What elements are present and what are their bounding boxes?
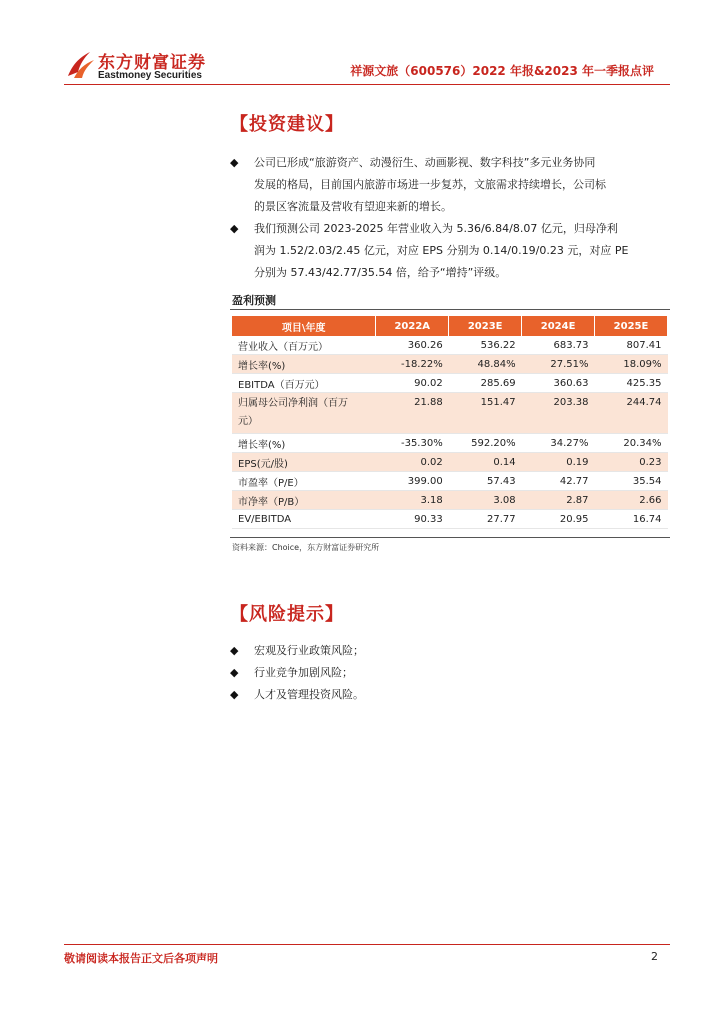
table-row xyxy=(232,374,668,393)
risk-bullet-text: 人才及管理投资风险。 xyxy=(254,688,364,701)
table-cell: 48.84% xyxy=(449,355,522,374)
table-cell: 90.33 xyxy=(376,510,449,529)
report-title: 祥源文旅（600576）2022 年报&2023 年一季报点评 xyxy=(350,64,654,78)
invest-bullet-2 xyxy=(230,218,670,284)
table-cell: 683.73 xyxy=(522,336,595,355)
table-header-cell: 2023E xyxy=(449,316,522,336)
risk-bullet-text: 宏观及行业政策风险； xyxy=(254,644,364,657)
invest-bullet-text: 公司已形成“旅游资产、动漫衍生、动画影视、数字科技”多元业务协同 发展的格局，目前国内旅游市场进一步复苏，文旅需求持续增长，公司标 的景区客流量及营收有望迎来新的增长。 xyxy=(254,156,606,213)
row-label: EBITDA（百万元） xyxy=(232,374,376,393)
table-cell: 244.74 xyxy=(595,393,668,434)
header-divider xyxy=(64,84,670,85)
risk-heading: 【风险提示】 xyxy=(230,604,344,625)
diamond-bullet-icon: ◆ xyxy=(230,644,239,657)
row-label: EPS(元/股) xyxy=(232,453,376,472)
row-label: 增长率(%) xyxy=(232,434,376,453)
table-cell: 34.27% xyxy=(522,434,595,453)
table-top-divider xyxy=(230,309,670,310)
table-cell: 35.54 xyxy=(595,472,668,491)
row-label: 增长率(%) xyxy=(232,355,376,374)
row-label: 营业收入（百万元） xyxy=(232,336,376,355)
table-source: 资料来源：Choice，东方财富证券研究所 xyxy=(232,543,380,552)
table-header-row xyxy=(232,316,668,336)
table-row xyxy=(232,453,668,472)
invest-bullet-1 xyxy=(230,152,670,218)
table-cell: -18.22% xyxy=(376,355,449,374)
table-cell: 285.69 xyxy=(449,374,522,393)
table-row xyxy=(232,336,668,355)
table-cell: 151.47 xyxy=(449,393,522,434)
risk-bullet-1 xyxy=(230,640,670,662)
logo-text-en: Eastmoney Securities xyxy=(98,70,202,81)
row-label: EV/EBITDA xyxy=(232,510,376,529)
invest-bullet-list xyxy=(230,152,670,284)
table-cell: 425.35 xyxy=(595,374,668,393)
diamond-bullet-icon: ◆ xyxy=(230,688,239,701)
diamond-bullet-icon: ◆ xyxy=(230,156,239,169)
table-cell: 27.51% xyxy=(522,355,595,374)
table-header-cell: 2025E xyxy=(595,316,668,336)
table-header-cell: 2024E xyxy=(522,316,595,336)
row-label: 市净率（P/B） xyxy=(232,491,376,510)
risk-bullet-2 xyxy=(230,662,670,684)
table-header-cell: 2022A xyxy=(376,316,449,336)
forecast-table xyxy=(232,316,668,529)
table-cell: 16.74 xyxy=(595,510,668,529)
logo-text-cn: 东方财富证券 xyxy=(98,53,206,73)
invest-heading: 【投资建议】 xyxy=(230,114,344,135)
table-row xyxy=(232,472,668,491)
table-header-cell: 项目\年度 xyxy=(232,316,376,336)
table-cell: 2.87 xyxy=(522,491,595,510)
table-cell: 42.77 xyxy=(522,472,595,491)
table-cell: 3.18 xyxy=(376,491,449,510)
table-row xyxy=(232,393,668,434)
risk-bullet-list xyxy=(230,640,670,706)
table-row xyxy=(232,491,668,510)
table-cell: 20.34% xyxy=(595,434,668,453)
footer-disclaimer: 敬请阅读本报告正文后各项声明 xyxy=(64,952,218,965)
table-cell: 536.22 xyxy=(449,336,522,355)
table-cell: 360.63 xyxy=(522,374,595,393)
table-cell: 360.26 xyxy=(376,336,449,355)
table-row xyxy=(232,434,668,453)
table-cell: 0.19 xyxy=(522,453,595,472)
table-cell: 90.02 xyxy=(376,374,449,393)
table-cell: 0.23 xyxy=(595,453,668,472)
table-cell: 0.14 xyxy=(449,453,522,472)
table-cell: 21.88 xyxy=(376,393,449,434)
table-cell: 0.02 xyxy=(376,453,449,472)
table-cell: 2.66 xyxy=(595,491,668,510)
table-row xyxy=(232,355,668,374)
row-label: 归属母公司净利润（百万 元） xyxy=(232,393,376,434)
row-label: 市盈率（P/E） xyxy=(232,472,376,491)
table-cell: 807.41 xyxy=(595,336,668,355)
table-cell: 592.20% xyxy=(449,434,522,453)
eastmoney-logo-icon xyxy=(64,48,96,80)
company-logo xyxy=(64,46,214,88)
table-cell: 20.95 xyxy=(522,510,595,529)
footer-divider xyxy=(64,944,670,945)
diamond-bullet-icon: ◆ xyxy=(230,222,239,235)
table-cell: 27.77 xyxy=(449,510,522,529)
table-cell: 3.08 xyxy=(449,491,522,510)
table-cell: -35.30% xyxy=(376,434,449,453)
risk-bullet-3 xyxy=(230,684,670,706)
table-cell: 57.43 xyxy=(449,472,522,491)
invest-bullet-text: 我们预测公司 2023-2025 年营业收入为 5.36/6.84/8.07 亿元，归母净利 润为 1.52/2.03/2.45 亿元，对应 EPS 分别为 0.14/0.19/0.23 元，对应 PE 分别为 57.43/42.77/35.54 倍，给予“增持”评级。 xyxy=(254,222,629,279)
table-cell: 18.09% xyxy=(595,355,668,374)
table-bottom-divider xyxy=(230,537,670,538)
risk-bullet-text: 行业竞争加剧风险； xyxy=(254,666,353,679)
diamond-bullet-icon: ◆ xyxy=(230,666,239,679)
table-row xyxy=(232,510,668,529)
forecast-label: 盈利预测 xyxy=(232,294,276,307)
table-cell: 203.38 xyxy=(522,393,595,434)
table-cell: 399.00 xyxy=(376,472,449,491)
page-number: 2 xyxy=(651,950,658,963)
